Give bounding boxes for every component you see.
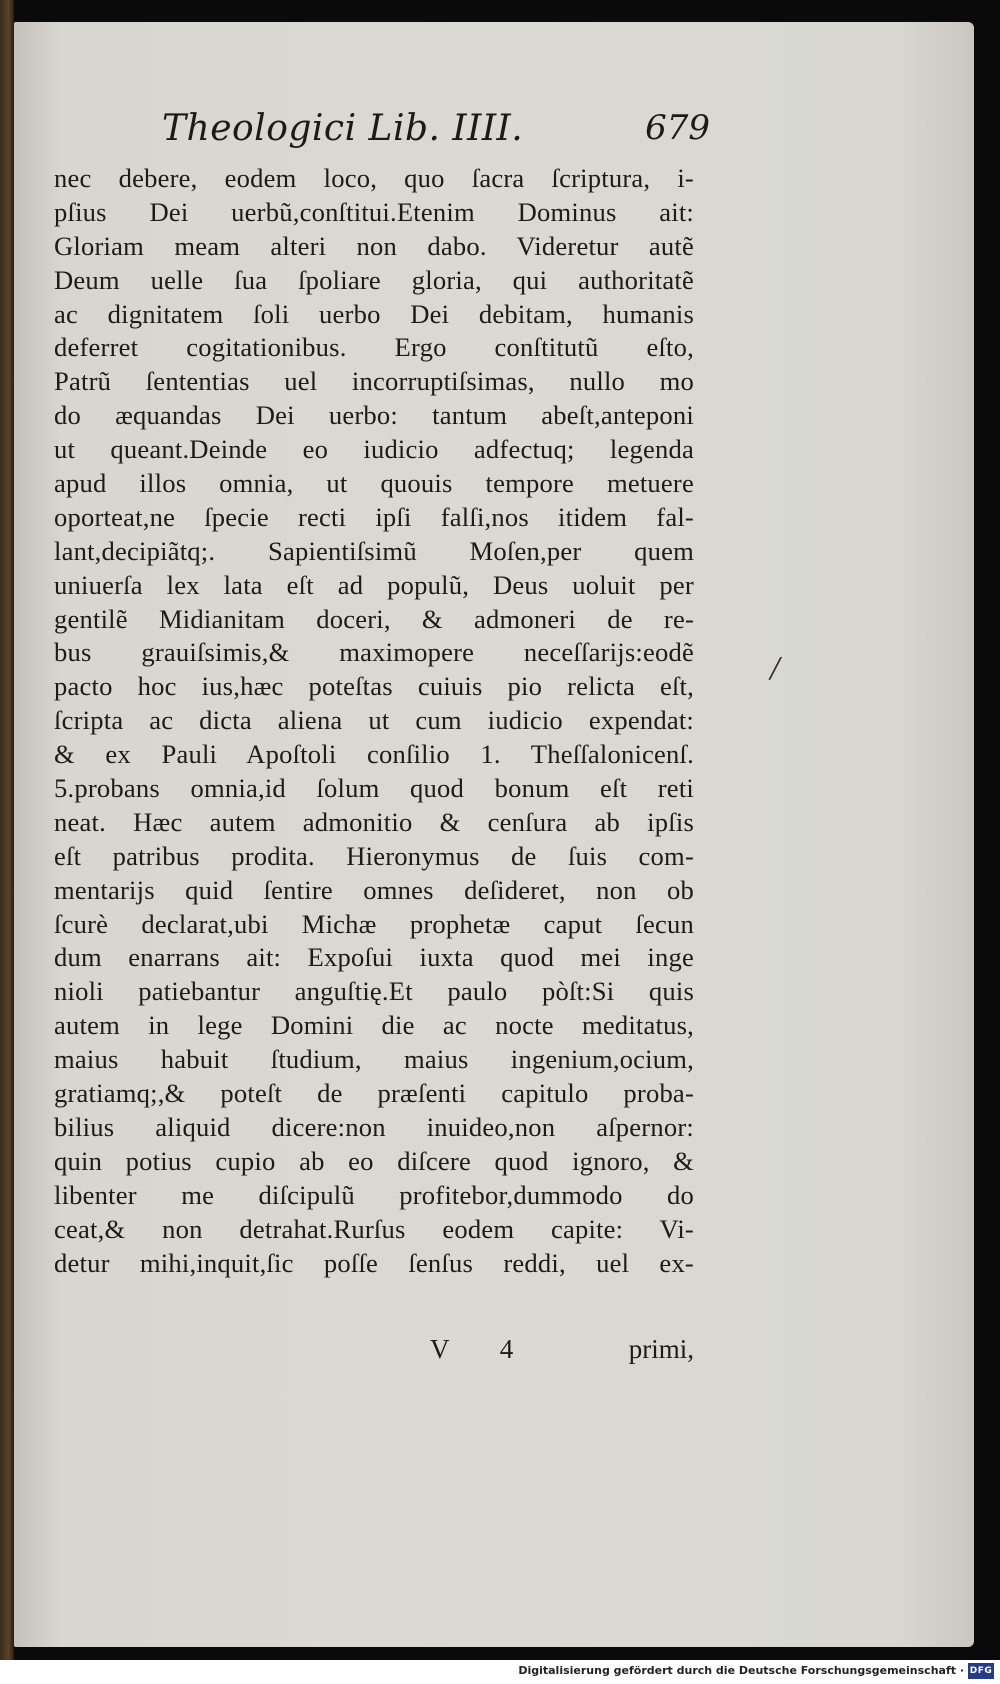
- text-line: nec debere, eodem loco, quo ſacra ſcriptura, i-: [54, 163, 694, 193]
- text-line: & ex Pauli Apoſtoli conſilio 1. Theſſalonicenſ.: [54, 739, 694, 770]
- page-footer: [54, 1334, 694, 1370]
- text-line: detur mihi,inquit,ſic poſſe ſenſus reddi, uel ex-: [54, 1247, 694, 1278]
- text-line: dum enarrans ait: Expoſui iuxta quod mei inge: [54, 942, 694, 973]
- text-line: apud illos omnia, ut quouis tempore metuere: [54, 468, 694, 499]
- text-line: nioli patiebantur anguſtię.Et paulo pòſt:Si quis: [54, 976, 694, 1007]
- text-line: oporteat,ne ſpecie recti ipſi falſi,nos itidem fal-: [54, 501, 694, 532]
- credit-bar: [0, 1660, 1000, 1684]
- text-line: lant,decipiãtq;. Sapientiſsimũ Moſen,per quem: [54, 535, 694, 566]
- catchword: primi,: [628, 1334, 694, 1364]
- text-line: do æquandas Dei uerbo: tantum abeſt,anteponi: [54, 400, 694, 431]
- dfg-logo-icon: DFG: [968, 1663, 994, 1679]
- text-line: 5.probans omnia,id ſolum quod bonum eſt reti: [54, 773, 694, 804]
- text-line: gentilẽ Midianitam doceri, & admoneri de re-: [54, 603, 694, 634]
- text-line: bus grauiſsimis,& maximopere neceſſarijs:eodẽ: [54, 637, 694, 668]
- page-edge: [0, 0, 14, 1660]
- text-line: Patrũ ſententias uel incorruptiſsimas, nullo mo: [54, 366, 694, 397]
- signature-mark: V 4: [430, 1334, 536, 1364]
- text-line: bilius aliquid dicere:non inuideo,non aſpernor:: [54, 1111, 694, 1142]
- text-line: ſcurè declarat,ubi Michæ prophetæ caput ſecun: [54, 908, 694, 939]
- text-line: mentarijs quid ſentire omnes deſideret, non ob: [54, 874, 694, 905]
- book-page: [14, 22, 974, 1647]
- text-line: ac dignitatem ſoli uerbo Dei debitam, humanis: [54, 298, 694, 329]
- text-line: neat. Hæc autem admonitio & cenſura ab ipſis: [54, 806, 694, 837]
- running-title: Theologici Lib. IIII.: [162, 108, 524, 149]
- body-text: [54, 162, 694, 1280]
- text-line: libenter me diſcipulũ profitebor,dummodo do: [54, 1179, 694, 1210]
- credit-text: Digitalisierung gefördert durch die Deutsche Forschungsgemeinschaft ·: [518, 1664, 964, 1677]
- text-line: pſius Dei uerbũ,conſtitui.Etenim Dominus ait:: [54, 196, 694, 227]
- text-line: uniuerſa lex lata eſt ad populũ, Deus uoluit per: [54, 569, 694, 600]
- text-line: autem in lege Domini die ac nocte meditatus,: [54, 1010, 694, 1041]
- text-line: gratiamq;,& poteſt de præſenti capitulo proba-: [54, 1078, 694, 1109]
- text-line: eſt patribus prodita. Hieronymus de ſuis com-: [54, 840, 694, 871]
- text-line: ceat,& non detrahat.Rurſus eodem capite: Vi-: [54, 1213, 694, 1244]
- text-line: ſcripta ac dicta aliena ut cum iudicio expendat:: [54, 705, 694, 736]
- text-line: pacto hoc ius,hæc poteſtas cuiuis pio relicta eſt,: [54, 671, 694, 702]
- text-line: ut queant.Deinde eo iudicio adfectuq; legenda: [54, 434, 694, 465]
- page-number: 679: [645, 108, 710, 148]
- page-header: [162, 100, 722, 160]
- text-line: Gloriam meam alteri non dabo. Videretur autẽ: [54, 230, 694, 261]
- text-line: maius habuit ſtudium, maius ingenium,ocium,: [54, 1044, 694, 1075]
- text-line: Deum uelle ſua ſpoliare gloria, qui authoritatẽ: [54, 264, 694, 295]
- text-line: quin potius cupio ab eo diſcere quod ignoro, &: [54, 1145, 694, 1176]
- margin-mark: /: [770, 650, 780, 687]
- text-line: deferret cogitationibus. Ergo conſtitutũ eſto,: [54, 332, 694, 363]
